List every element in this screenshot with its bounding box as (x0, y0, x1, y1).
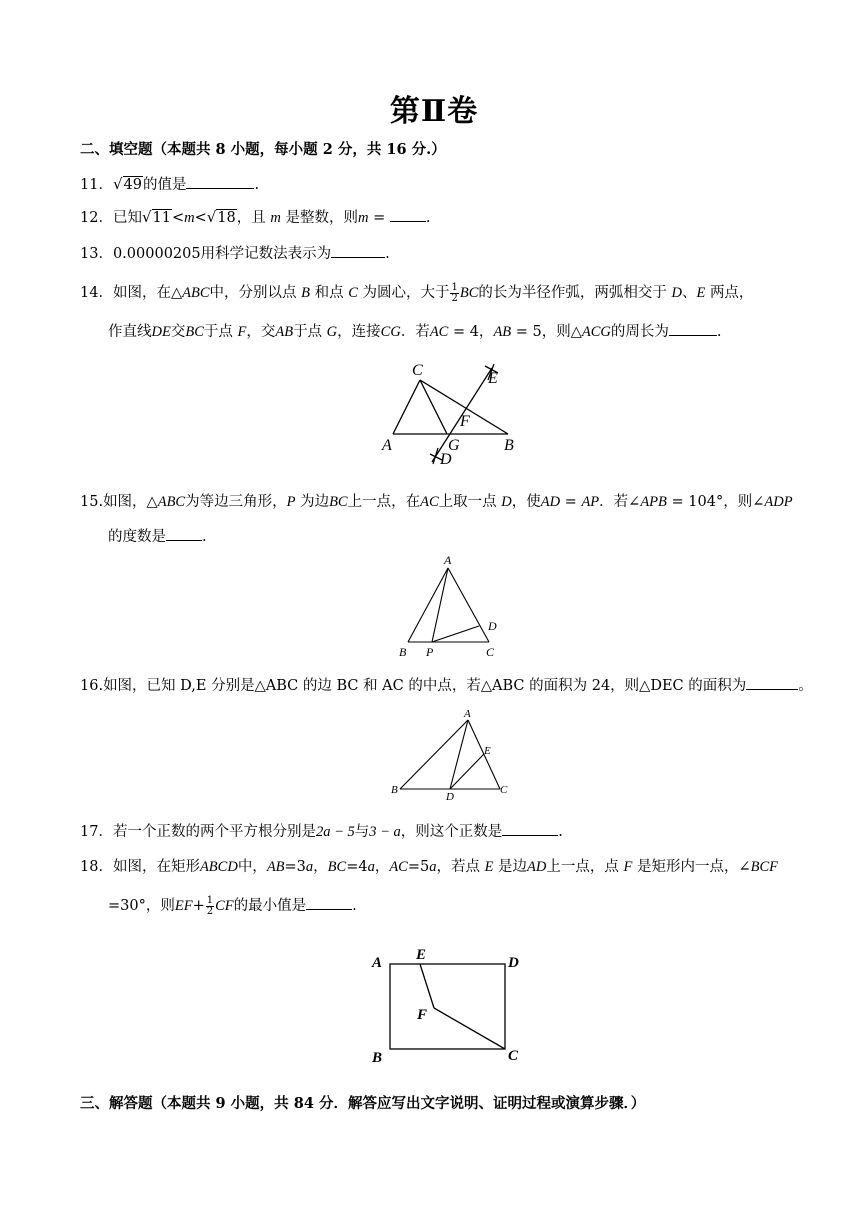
question-17 (80, 820, 563, 841)
question-text: 如图，△ (103, 494, 158, 510)
math-var: ABC (157, 494, 186, 510)
fraction-half: $\frac{1}{2}$ (451, 281, 458, 304)
question-text: = 104°，则∠ (666, 494, 765, 510)
question-number: 11． (80, 177, 113, 193)
question-text: 交 (170, 324, 186, 340)
segment-ab (400, 720, 468, 789)
math-var: BCF (750, 859, 779, 875)
segment-pd (432, 626, 479, 642)
var-m: m (357, 210, 369, 226)
punct: 。 (798, 678, 813, 694)
segment-ap (432, 568, 448, 642)
question-text: 的周长为 (610, 324, 669, 340)
question-text: 如图，在矩形 (112, 859, 200, 875)
question-number: 16. (80, 678, 104, 694)
math-var: AC (389, 859, 408, 875)
question-18-line-2 (108, 894, 357, 917)
question-14-line-2 (108, 320, 722, 341)
question-text: 的长为半径作弧，两弧相交于 (478, 285, 667, 301)
math-var: CF (215, 898, 234, 914)
math-var: F (623, 859, 633, 875)
question-number: 14． (80, 285, 113, 301)
math-var: D (501, 494, 512, 510)
math-var: AB (275, 324, 294, 340)
label-a: A (464, 708, 471, 720)
math-var: EF (174, 898, 193, 914)
question-text: 是边 (498, 859, 528, 875)
question-text: 为圆心，大于 (362, 285, 450, 301)
math-var: AD (527, 859, 547, 875)
answer-blank[interactable] (306, 895, 352, 910)
question-text: ．若∠ (599, 494, 641, 510)
math-var: ACG (581, 324, 611, 340)
question-text: = 4， (448, 324, 494, 340)
math-var: ABCD (199, 859, 238, 875)
question-text: ，使 (511, 494, 541, 510)
answer-blank[interactable] (390, 207, 426, 222)
question-text: 为等边三角形， (185, 494, 287, 510)
label-c: C (508, 1048, 519, 1064)
label-c: C (412, 362, 423, 379)
question-11 (80, 173, 259, 194)
punct: . (202, 529, 207, 545)
math-var: C (348, 285, 358, 301)
question-text: 上一点，在 (347, 494, 421, 510)
math-var: E (484, 859, 494, 875)
question-text: 作直线 (108, 324, 152, 340)
label-b: B (504, 437, 514, 454)
label-f: F (417, 1007, 428, 1023)
math-var: AB (266, 859, 285, 875)
question-text: 于点 (203, 324, 233, 340)
question-text: ，则这个正数是 (400, 824, 503, 840)
math-expr: 3 − a (369, 824, 401, 840)
eq-sign: = (368, 210, 390, 226)
math-var: D (671, 285, 682, 301)
section-3-heading: 三、解答题（本题共 9 小题，共 84 分．解答应写出文字说明、证明过程或演算步骤．） (80, 1095, 646, 1112)
punct: . (352, 898, 357, 914)
label-d: D (446, 791, 454, 803)
question-text: 于点 (293, 324, 323, 340)
question-12 (80, 206, 430, 227)
label-c: C (500, 784, 508, 796)
question-text: ， (374, 859, 390, 875)
question-text: ，连接 (337, 324, 381, 340)
math-var: CG (380, 324, 401, 340)
math-var: a (429, 859, 437, 875)
question-text: ．若 (400, 324, 430, 340)
answer-blank[interactable] (166, 526, 202, 541)
label-a: A (444, 553, 452, 567)
question-text: 上一点，点 (546, 859, 619, 875)
label-e: E (488, 370, 498, 387)
var-m: m (270, 210, 281, 226)
question-text: 为边 (300, 494, 330, 510)
question-text: 的度数是 (108, 529, 166, 545)
math-var: ADP (764, 494, 793, 510)
question-13 (80, 242, 390, 263)
question-text: 如图，在△ (112, 285, 183, 301)
label-a: A (382, 437, 392, 454)
math-var: F (237, 324, 247, 340)
question-number: 15. (80, 494, 104, 510)
question-text: 与 (354, 824, 370, 840)
question-text: 0.00000205用科学记数法表示为 (112, 246, 332, 262)
question-text: 的最小值是 (233, 898, 307, 914)
lt-sign: < (194, 210, 207, 226)
label-c: C (486, 645, 495, 659)
question-text: =3 (284, 859, 306, 875)
math-var: AP (581, 494, 600, 510)
math-var: a (367, 859, 375, 875)
segment-ac (448, 568, 489, 642)
math-var: BC (327, 859, 347, 875)
answer-blank[interactable] (331, 243, 385, 258)
sqrt-49: √49 (112, 175, 142, 193)
var-m: m (184, 210, 195, 226)
question-text: 和点 (314, 285, 344, 301)
question-text: 的值是 (142, 177, 187, 193)
segment-ab (408, 568, 448, 642)
question-number: 13． (80, 246, 113, 262)
figure-16 (388, 704, 518, 804)
math-var: BC (185, 324, 204, 340)
question-text: ，交 (246, 324, 276, 340)
math-var: AB (493, 324, 512, 340)
label-d: D (488, 619, 497, 633)
question-text: ，若点 (436, 859, 480, 875)
question-text: 若一个正数的两个平方根分别是 (112, 824, 316, 840)
answer-blank[interactable] (502, 821, 558, 836)
question-text: 如图，已知 D,E 分别是△ABC 的边 BC 和 AC 的中点，若△ABC 的面积为 24，则△DEC 的面积为 (103, 678, 747, 694)
question-14-line-1 (80, 281, 753, 304)
math-var: DE (151, 324, 171, 340)
question-text: 上取一点 (438, 494, 497, 510)
math-var: AC (420, 494, 439, 510)
math-var: ABC (182, 285, 210, 301)
question-text: = (560, 494, 582, 510)
plus-sign: + (192, 898, 205, 914)
question-text: 已知 (112, 210, 142, 226)
section-2-heading: 二、填空题（本题共 8 小题，每小题 2 分，共 16 分.） (80, 141, 446, 158)
punct: . (254, 177, 260, 193)
label-g: G (448, 437, 460, 454)
answer-blank[interactable] (669, 321, 717, 336)
label-b: B (372, 1050, 383, 1066)
question-18-line-1 (80, 855, 778, 876)
punct: . (558, 824, 563, 840)
question-number: 17． (80, 824, 113, 840)
segment-ad (450, 720, 468, 789)
sqrt-11: √11 (141, 208, 171, 226)
figure-15 (396, 552, 506, 662)
punct: . (425, 210, 431, 226)
figure-14 (380, 358, 520, 470)
punct: . (716, 324, 722, 340)
label-b: B (399, 645, 407, 659)
math-expr: 2a − 5 (315, 824, 355, 840)
page-title: 第Ⅱ卷 (389, 94, 479, 129)
question-text: 是整数，则 (285, 210, 358, 226)
label-e: E (484, 745, 491, 757)
question-16 (80, 674, 813, 695)
question-text: 、 (681, 285, 697, 301)
math-var: AC (429, 324, 449, 340)
segment-ac (393, 380, 420, 434)
math-var: B (301, 285, 310, 301)
answer-blank[interactable] (746, 675, 798, 690)
question-text: 中， (237, 859, 267, 875)
label-d: D (508, 955, 519, 971)
answer-blank[interactable] (186, 174, 254, 189)
segment-fc (434, 1008, 505, 1049)
question-text: ，且 (236, 210, 266, 226)
rectangle-abcd (390, 964, 505, 1049)
question-15-line-1 (80, 490, 793, 511)
label-e: E (416, 947, 427, 963)
segment-ef (420, 964, 434, 1008)
label-f: F (460, 413, 470, 430)
label-b: B (391, 784, 398, 796)
math-var: G (326, 324, 338, 340)
label-a: A (372, 955, 383, 971)
math-var: BC (459, 285, 479, 301)
question-text: 是矩形内一点，∠ (636, 859, 751, 875)
question-15-line-2 (108, 525, 207, 546)
question-text: ， (313, 859, 328, 875)
math-var: E (696, 285, 706, 301)
question-number: 12． (80, 210, 113, 226)
question-text: =4 (346, 859, 368, 875)
sqrt-18: √18 (206, 208, 236, 226)
question-text: 中，分别以点 (209, 285, 297, 301)
math-var: BC (329, 494, 348, 510)
question-text: =5 (407, 859, 430, 875)
question-text: = 5，则△ (511, 324, 582, 340)
fraction-half: $\frac{1}{2}$ (206, 894, 214, 917)
figure-18 (370, 942, 535, 1067)
question-text: =30°，则 (108, 898, 175, 914)
punct: . (385, 246, 390, 262)
lt-sign: < (171, 210, 185, 226)
math-var: APB (640, 494, 667, 510)
label-p: P (426, 645, 434, 659)
question-text: 两点， (709, 285, 754, 301)
math-var: P (286, 494, 296, 510)
math-var: AD (540, 494, 561, 510)
math-var: a (305, 859, 314, 875)
question-number: 18． (80, 859, 113, 875)
label-d: D (440, 451, 452, 468)
